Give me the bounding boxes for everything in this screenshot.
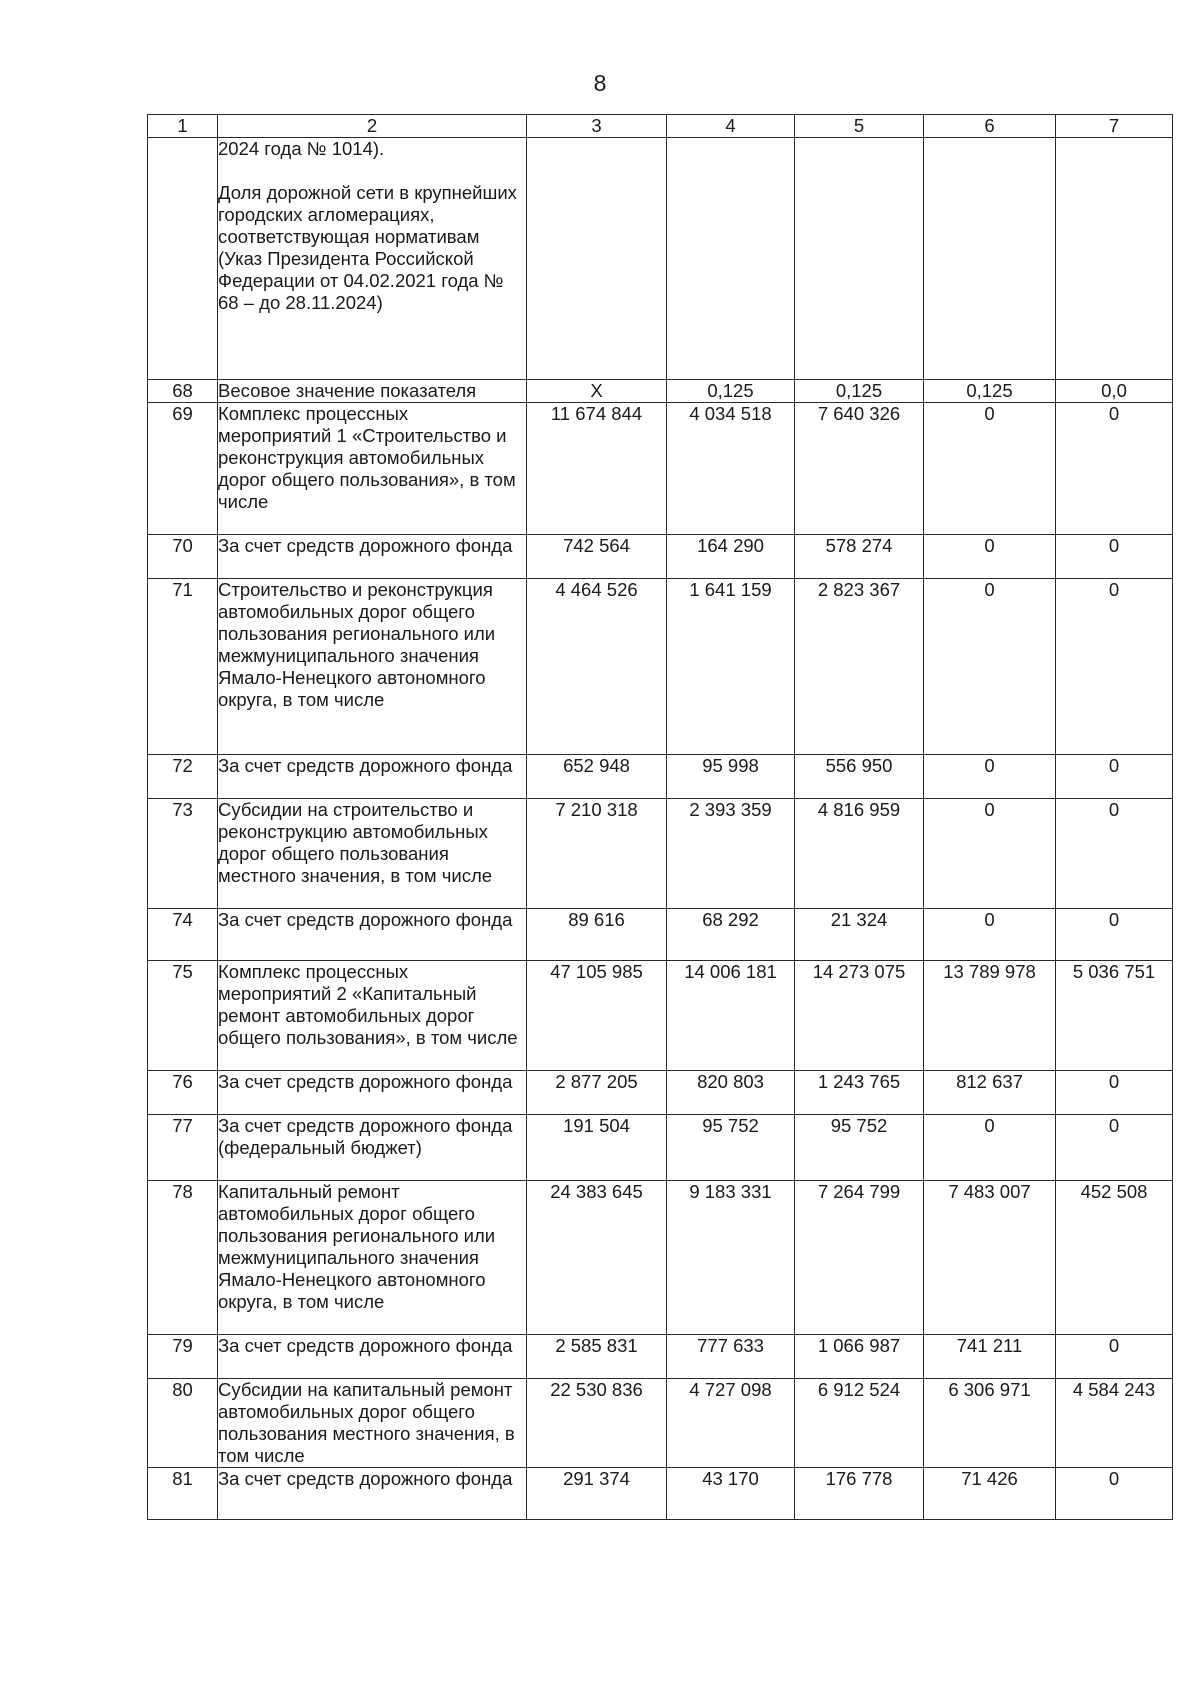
column-header: 4 bbox=[667, 115, 795, 138]
row-value-cell-6: 13 789 978 bbox=[924, 961, 1056, 1071]
row-number-cell: 70 bbox=[148, 535, 218, 579]
column-header: 1 bbox=[148, 115, 218, 138]
row-value-cell-5: 14 273 075 bbox=[795, 961, 924, 1071]
row-value-cell-6: 0 bbox=[924, 909, 1056, 961]
table-row bbox=[148, 1115, 1173, 1181]
table-row bbox=[148, 909, 1173, 961]
row-value-cell-5: 6 912 524 bbox=[795, 1379, 924, 1468]
row-value-cell-3: 89 616 bbox=[527, 909, 667, 961]
row-value-cell-4: 68 292 bbox=[667, 909, 795, 961]
row-value-cell-3: 11 674 844 bbox=[527, 403, 667, 535]
row-number-cell: 68 bbox=[148, 380, 218, 403]
table-row bbox=[148, 1181, 1173, 1335]
row-value-cell-5: 7 264 799 bbox=[795, 1181, 924, 1335]
row-value-cell-5: 1 243 765 bbox=[795, 1071, 924, 1115]
data-table bbox=[147, 114, 1173, 1520]
row-number-cell: 81 bbox=[148, 1468, 218, 1520]
row-value-cell-4: 14 006 181 bbox=[667, 961, 795, 1071]
row-description-cell: Комплекс процессных мероприятий 1 «Строительство и реконструкция автомобильных дорог общего пользования», в том числе bbox=[218, 403, 527, 535]
row-value-cell-7: 0 bbox=[1056, 535, 1173, 579]
row-value-cell-3: 7 210 318 bbox=[527, 799, 667, 909]
row-value-cell-4: 820 803 bbox=[667, 1071, 795, 1115]
row-value-cell-3 bbox=[527, 138, 667, 380]
row-description-cell: За счет средств дорожного фонда bbox=[218, 1335, 527, 1379]
table-row bbox=[148, 799, 1173, 909]
table-row bbox=[148, 1071, 1173, 1115]
row-value-cell-6: 71 426 bbox=[924, 1468, 1056, 1520]
row-number-cell: 75 bbox=[148, 961, 218, 1071]
row-value-cell-6: 0 bbox=[924, 1115, 1056, 1181]
row-description-cell: За счет средств дорожного фонда bbox=[218, 1468, 527, 1520]
table-row bbox=[148, 380, 1173, 403]
row-value-cell-7: 0 bbox=[1056, 1468, 1173, 1520]
column-header: 3 bbox=[527, 115, 667, 138]
row-value-cell-5: 578 274 bbox=[795, 535, 924, 579]
table-row bbox=[148, 1468, 1173, 1520]
row-value-cell-4: 1 641 159 bbox=[667, 579, 795, 755]
row-value-cell-5: 2 823 367 bbox=[795, 579, 924, 755]
row-value-cell-3: 4 464 526 bbox=[527, 579, 667, 755]
row-value-cell-4: 95 998 bbox=[667, 755, 795, 799]
row-value-cell-4: 43 170 bbox=[667, 1468, 795, 1520]
row-value-cell-6: 0,125 bbox=[924, 380, 1056, 403]
column-header: 7 bbox=[1056, 115, 1173, 138]
row-description-cell: Субсидии на строительство и реконструкцию автомобильных дорог общего пользования местного значения, в том числе bbox=[218, 799, 527, 909]
row-description-cell: Строительство и реконструкция автомобильных дорог общего пользования регионального или межмуниципального значения Ямало-Ненецкого автономного округа, в том числе bbox=[218, 579, 527, 755]
row-value-cell-3: 47 105 985 bbox=[527, 961, 667, 1071]
row-description-cell: 2024 года № 1014). Доля дорожной сети в крупнейших городских агломерациях, соответствующая нормативам (Указ Президента Российской Федерации от 04.02.2021 года № 68 – до 28.11.2024) bbox=[218, 138, 527, 380]
row-value-cell-7: 5 036 751 bbox=[1056, 961, 1173, 1071]
row-value-cell-7: 452 508 bbox=[1056, 1181, 1173, 1335]
row-value-cell-4: 2 393 359 bbox=[667, 799, 795, 909]
row-value-cell-5: 1 066 987 bbox=[795, 1335, 924, 1379]
row-description-cell: Комплекс процессных мероприятий 2 «Капитальный ремонт автомобильных дорог общего пользования», в том числе bbox=[218, 961, 527, 1071]
row-description-cell: За счет средств дорожного фонда (федеральный бюджет) bbox=[218, 1115, 527, 1181]
table-row bbox=[148, 138, 1173, 380]
row-value-cell-3: 2 585 831 bbox=[527, 1335, 667, 1379]
row-value-cell-7: 0 bbox=[1056, 799, 1173, 909]
row-description-cell: Субсидии на капитальный ремонт автомобильных дорог общего пользования местного значения, в том числе bbox=[218, 1379, 527, 1468]
row-number-cell: 79 bbox=[148, 1335, 218, 1379]
row-value-cell-6: 0 bbox=[924, 535, 1056, 579]
row-number-cell: 69 bbox=[148, 403, 218, 535]
row-value-cell-7: 0 bbox=[1056, 579, 1173, 755]
row-value-cell-6 bbox=[924, 138, 1056, 380]
table-row bbox=[148, 961, 1173, 1071]
row-number-cell: 73 bbox=[148, 799, 218, 909]
row-number-cell: 72 bbox=[148, 755, 218, 799]
row-description-cell: За счет средств дорожного фонда bbox=[218, 909, 527, 961]
table-row bbox=[148, 1335, 1173, 1379]
row-value-cell-6: 0 bbox=[924, 403, 1056, 535]
row-value-cell-6: 0 bbox=[924, 799, 1056, 909]
row-value-cell-3: 191 504 bbox=[527, 1115, 667, 1181]
row-value-cell-7: 0 bbox=[1056, 1335, 1173, 1379]
row-description-cell: Капитальный ремонт автомобильных дорог общего пользования регионального или межмуниципального значения Ямало-Ненецкого автономного округа, в том числе bbox=[218, 1181, 527, 1335]
row-value-cell-4: 777 633 bbox=[667, 1335, 795, 1379]
table-row bbox=[148, 403, 1173, 535]
row-value-cell-6: 812 637 bbox=[924, 1071, 1056, 1115]
row-value-cell-7: 4 584 243 bbox=[1056, 1379, 1173, 1468]
header-row bbox=[148, 115, 1173, 138]
table-row bbox=[148, 755, 1173, 799]
row-value-cell-4: 0,125 bbox=[667, 380, 795, 403]
row-number-cell bbox=[148, 138, 218, 380]
row-value-cell-5: 0,125 bbox=[795, 380, 924, 403]
row-value-cell-5: 7 640 326 bbox=[795, 403, 924, 535]
row-value-cell-3: X bbox=[527, 380, 667, 403]
row-value-cell-4: 164 290 bbox=[667, 535, 795, 579]
row-value-cell-7: 0 bbox=[1056, 909, 1173, 961]
row-value-cell-7 bbox=[1056, 138, 1173, 380]
row-value-cell-7: 0 bbox=[1056, 1115, 1173, 1181]
column-header: 5 bbox=[795, 115, 924, 138]
row-description-cell: Весовое значение показателя bbox=[218, 380, 527, 403]
row-value-cell-3: 22 530 836 bbox=[527, 1379, 667, 1468]
column-header: 2 bbox=[218, 115, 527, 138]
row-number-cell: 78 bbox=[148, 1181, 218, 1335]
row-value-cell-6: 741 211 bbox=[924, 1335, 1056, 1379]
row-value-cell-3: 291 374 bbox=[527, 1468, 667, 1520]
row-number-cell: 76 bbox=[148, 1071, 218, 1115]
row-value-cell-7: 0,0 bbox=[1056, 380, 1173, 403]
row-description-cell: За счет средств дорожного фонда bbox=[218, 535, 527, 579]
row-value-cell-6: 6 306 971 bbox=[924, 1379, 1056, 1468]
table-row bbox=[148, 1379, 1173, 1468]
row-value-cell-4 bbox=[667, 138, 795, 380]
row-number-cell: 74 bbox=[148, 909, 218, 961]
row-number-cell: 71 bbox=[148, 579, 218, 755]
row-value-cell-5: 95 752 bbox=[795, 1115, 924, 1181]
row-value-cell-3: 652 948 bbox=[527, 755, 667, 799]
row-value-cell-5 bbox=[795, 138, 924, 380]
row-value-cell-5: 556 950 bbox=[795, 755, 924, 799]
row-value-cell-3: 742 564 bbox=[527, 535, 667, 579]
row-description-cell: За счет средств дорожного фонда bbox=[218, 1071, 527, 1115]
table-row bbox=[148, 535, 1173, 579]
row-value-cell-3: 2 877 205 bbox=[527, 1071, 667, 1115]
row-value-cell-6: 0 bbox=[924, 579, 1056, 755]
row-value-cell-7: 0 bbox=[1056, 403, 1173, 535]
row-value-cell-4: 4 034 518 bbox=[667, 403, 795, 535]
row-value-cell-3: 24 383 645 bbox=[527, 1181, 667, 1335]
row-value-cell-7: 0 bbox=[1056, 1071, 1173, 1115]
column-header: 6 bbox=[924, 115, 1056, 138]
row-number-cell: 80 bbox=[148, 1379, 218, 1468]
row-value-cell-6: 7 483 007 bbox=[924, 1181, 1056, 1335]
row-description-cell: За счет средств дорожного фонда bbox=[218, 755, 527, 799]
row-value-cell-5: 176 778 bbox=[795, 1468, 924, 1520]
row-number-cell: 77 bbox=[148, 1115, 218, 1181]
row-value-cell-7: 0 bbox=[1056, 755, 1173, 799]
row-value-cell-4: 4 727 098 bbox=[667, 1379, 795, 1468]
row-value-cell-5: 21 324 bbox=[795, 909, 924, 961]
page-number: 8 bbox=[593, 70, 607, 96]
row-value-cell-6: 0 bbox=[924, 755, 1056, 799]
row-value-cell-4: 95 752 bbox=[667, 1115, 795, 1181]
row-value-cell-4: 9 183 331 bbox=[667, 1181, 795, 1335]
table-row bbox=[148, 579, 1173, 755]
row-value-cell-5: 4 816 959 bbox=[795, 799, 924, 909]
